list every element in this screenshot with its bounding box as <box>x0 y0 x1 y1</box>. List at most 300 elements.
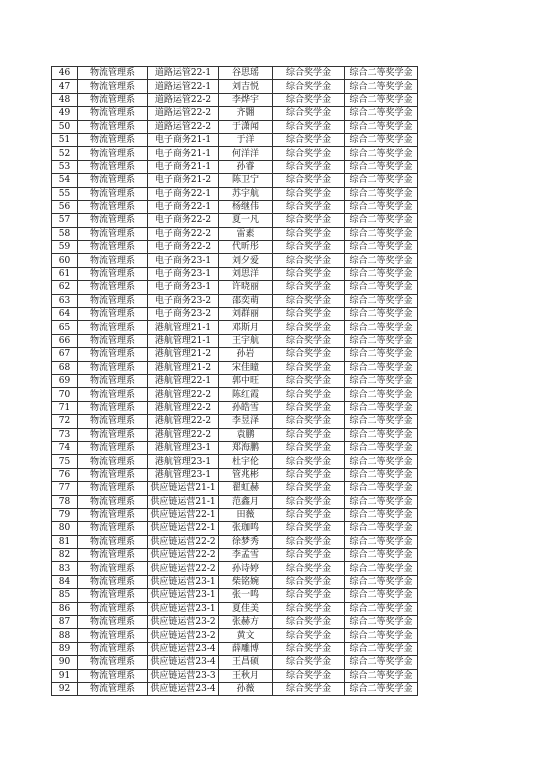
cell-student-name: 于潇闻 <box>219 120 273 133</box>
cell-award-type: 综合奖学金 <box>273 93 345 106</box>
table-row <box>52 642 418 655</box>
cell-student-name: 刘吉悦 <box>219 80 273 93</box>
cell-department: 物流管理系 <box>78 602 148 615</box>
cell-department: 物流管理系 <box>78 455 148 468</box>
cell-department: 物流管理系 <box>78 656 148 669</box>
cell-award-level: 综合二等奖学金 <box>345 214 418 227</box>
cell-award-level: 综合二等奖学金 <box>345 308 418 321</box>
cell-award-level: 综合二等奖学金 <box>345 401 418 414</box>
cell-class-name: 港航管理22-2 <box>148 401 219 414</box>
cell-row-number: 58 <box>52 227 78 240</box>
cell-row-number: 83 <box>52 562 78 575</box>
cell-student-name: 邵奕萌 <box>219 294 273 307</box>
cell-row-number: 86 <box>52 602 78 615</box>
cell-class-name: 供应链运营22-1 <box>148 522 219 535</box>
cell-award-level: 综合二等奖学金 <box>345 120 418 133</box>
cell-row-number: 72 <box>52 415 78 428</box>
cell-award-type: 综合奖学金 <box>273 495 345 508</box>
cell-award-level: 综合二等奖学金 <box>345 348 418 361</box>
cell-row-number: 64 <box>52 308 78 321</box>
cell-award-type: 综合奖学金 <box>273 281 345 294</box>
cell-department: 物流管理系 <box>78 80 148 93</box>
cell-award-level: 综合二等奖学金 <box>345 562 418 575</box>
table-row <box>52 93 418 106</box>
cell-row-number: 84 <box>52 575 78 588</box>
cell-award-level: 综合二等奖学金 <box>345 455 418 468</box>
cell-student-name: 薛雕博 <box>219 642 273 655</box>
cell-class-name: 电子商务22-2 <box>148 241 219 254</box>
cell-row-number: 82 <box>52 549 78 562</box>
cell-student-name: 张珈鸣 <box>219 522 273 535</box>
scholarship-table <box>51 66 418 696</box>
cell-class-name: 道路运管22-2 <box>148 93 219 106</box>
cell-class-name: 供应链运营23-4 <box>148 642 219 655</box>
cell-class-name: 港航管理22-1 <box>148 374 219 387</box>
cell-student-name: 王宇航 <box>219 334 273 347</box>
cell-class-name: 供应链运营23-3 <box>148 669 219 682</box>
table-row <box>52 441 418 454</box>
cell-award-type: 综合奖学金 <box>273 147 345 160</box>
cell-student-name: 于洋 <box>219 133 273 146</box>
cell-class-name: 电子商务22-1 <box>148 200 219 213</box>
cell-row-number: 90 <box>52 656 78 669</box>
cell-award-type: 综合奖学金 <box>273 80 345 93</box>
cell-class-name: 电子商务23-1 <box>148 281 219 294</box>
cell-class-name: 电子商务23-1 <box>148 267 219 280</box>
cell-award-type: 综合奖学金 <box>273 401 345 414</box>
cell-department: 物流管理系 <box>78 187 148 200</box>
cell-department: 物流管理系 <box>78 401 148 414</box>
cell-award-type: 综合奖学金 <box>273 415 345 428</box>
cell-class-name: 电子商务23-2 <box>148 294 219 307</box>
cell-award-type: 综合奖学金 <box>273 642 345 655</box>
cell-student-name: 翟虹赫 <box>219 482 273 495</box>
table-row <box>52 549 418 562</box>
table-row <box>52 160 418 173</box>
cell-award-type: 综合奖学金 <box>273 388 345 401</box>
cell-row-number: 87 <box>52 616 78 629</box>
cell-award-level: 综合二等奖学金 <box>345 174 418 187</box>
cell-class-name: 供应链运营23-1 <box>148 575 219 588</box>
cell-award-type: 综合奖学金 <box>273 682 345 695</box>
cell-department: 物流管理系 <box>78 321 148 334</box>
cell-student-name: 齐翾 <box>219 107 273 120</box>
cell-class-name: 供应链运营21-1 <box>148 495 219 508</box>
table-row <box>52 281 418 294</box>
cell-award-level: 综合二等奖学金 <box>345 642 418 655</box>
cell-department: 物流管理系 <box>78 214 148 227</box>
cell-row-number: 49 <box>52 107 78 120</box>
cell-student-name: 孙皓雪 <box>219 401 273 414</box>
table-row <box>52 67 418 80</box>
table-row <box>52 254 418 267</box>
cell-award-level: 综合二等奖学金 <box>345 589 418 602</box>
cell-class-name: 供应链运营21-1 <box>148 482 219 495</box>
cell-department: 物流管理系 <box>78 267 148 280</box>
cell-row-number: 59 <box>52 241 78 254</box>
table-row <box>52 669 418 682</box>
cell-award-type: 综合奖学金 <box>273 321 345 334</box>
table-row <box>52 227 418 240</box>
cell-row-number: 70 <box>52 388 78 401</box>
cell-class-name: 港航管理21-2 <box>148 348 219 361</box>
cell-class-name: 供应链运营22-2 <box>148 535 219 548</box>
cell-row-number: 48 <box>52 93 78 106</box>
cell-row-number: 66 <box>52 334 78 347</box>
cell-class-name: 道路运管22-2 <box>148 120 219 133</box>
table-row <box>52 575 418 588</box>
cell-row-number: 85 <box>52 589 78 602</box>
cell-student-name: 陈卫宁 <box>219 174 273 187</box>
cell-class-name: 港航管理22-2 <box>148 388 219 401</box>
cell-student-name: 黄文 <box>219 629 273 642</box>
cell-award-level: 综合二等奖学金 <box>345 415 418 428</box>
cell-award-type: 综合奖学金 <box>273 602 345 615</box>
cell-student-name: 柴铭婉 <box>219 575 273 588</box>
cell-student-name: 郭中旺 <box>219 374 273 387</box>
cell-department: 物流管理系 <box>78 562 148 575</box>
cell-award-type: 综合奖学金 <box>273 254 345 267</box>
cell-department: 物流管理系 <box>78 174 148 187</box>
cell-row-number: 46 <box>52 67 78 80</box>
cell-award-type: 综合奖学金 <box>273 629 345 642</box>
cell-award-level: 综合二等奖学金 <box>345 522 418 535</box>
cell-award-type: 综合奖学金 <box>273 616 345 629</box>
cell-row-number: 68 <box>52 361 78 374</box>
cell-class-name: 港航管理22-2 <box>148 415 219 428</box>
cell-department: 物流管理系 <box>78 160 148 173</box>
table-row <box>52 200 418 213</box>
table-row <box>52 468 418 481</box>
cell-department: 物流管理系 <box>78 629 148 642</box>
cell-award-level: 综合二等奖学金 <box>345 294 418 307</box>
cell-class-name: 道路运管22-2 <box>148 107 219 120</box>
table-row <box>52 522 418 535</box>
table-row <box>52 120 418 133</box>
cell-class-name: 道路运管22-1 <box>148 67 219 80</box>
cell-row-number: 52 <box>52 147 78 160</box>
cell-row-number: 55 <box>52 187 78 200</box>
cell-award-level: 综合二等奖学金 <box>345 133 418 146</box>
table-row <box>52 107 418 120</box>
cell-student-name: 李孟雪 <box>219 549 273 562</box>
table-row <box>52 602 418 615</box>
cell-department: 物流管理系 <box>78 441 148 454</box>
cell-student-name: 田薇 <box>219 508 273 521</box>
table-row <box>52 656 418 669</box>
cell-award-level: 综合二等奖学金 <box>345 187 418 200</box>
cell-student-name: 刘思洋 <box>219 267 273 280</box>
cell-department: 物流管理系 <box>78 575 148 588</box>
cell-row-number: 89 <box>52 642 78 655</box>
cell-class-name: 港航管理21-2 <box>148 361 219 374</box>
cell-class-name: 供应链运营22-2 <box>148 549 219 562</box>
table-row <box>52 455 418 468</box>
cell-student-name: 陈红霞 <box>219 388 273 401</box>
cell-row-number: 67 <box>52 348 78 361</box>
cell-row-number: 51 <box>52 133 78 146</box>
cell-department: 物流管理系 <box>78 334 148 347</box>
cell-student-name: 郑海鹏 <box>219 441 273 454</box>
cell-class-name: 供应链运营23-2 <box>148 629 219 642</box>
cell-row-number: 57 <box>52 214 78 227</box>
cell-class-name: 港航管理22-2 <box>148 428 219 441</box>
table-row <box>52 187 418 200</box>
cell-student-name: 张一鸣 <box>219 589 273 602</box>
cell-award-type: 综合奖学金 <box>273 455 345 468</box>
cell-award-level: 综合二等奖学金 <box>345 107 418 120</box>
cell-department: 物流管理系 <box>78 200 148 213</box>
cell-student-name: 刘群丽 <box>219 308 273 321</box>
cell-department: 物流管理系 <box>78 294 148 307</box>
cell-award-level: 综合二等奖学金 <box>345 468 418 481</box>
cell-award-level: 综合二等奖学金 <box>345 241 418 254</box>
table-row <box>52 294 418 307</box>
cell-award-type: 综合奖学金 <box>273 468 345 481</box>
cell-award-level: 综合二等奖学金 <box>345 321 418 334</box>
cell-department: 物流管理系 <box>78 107 148 120</box>
cell-award-level: 综合二等奖学金 <box>345 334 418 347</box>
cell-award-type: 综合奖学金 <box>273 267 345 280</box>
cell-student-name: 夏一凡 <box>219 214 273 227</box>
cell-row-number: 81 <box>52 535 78 548</box>
cell-row-number: 62 <box>52 281 78 294</box>
cell-department: 物流管理系 <box>78 428 148 441</box>
table-row <box>52 147 418 160</box>
cell-student-name: 刘夕爱 <box>219 254 273 267</box>
cell-row-number: 65 <box>52 321 78 334</box>
cell-student-name: 孙薇 <box>219 682 273 695</box>
table-row <box>52 428 418 441</box>
cell-student-name: 孙睿 <box>219 160 273 173</box>
cell-row-number: 63 <box>52 294 78 307</box>
cell-class-name: 电子商务21-2 <box>148 174 219 187</box>
cell-class-name: 供应链运营23-4 <box>148 682 219 695</box>
cell-award-level: 综合二等奖学金 <box>345 200 418 213</box>
table-row <box>52 321 418 334</box>
cell-row-number: 92 <box>52 682 78 695</box>
cell-award-type: 综合奖学金 <box>273 107 345 120</box>
table-row <box>52 415 418 428</box>
table-row <box>52 361 418 374</box>
cell-award-level: 综合二等奖学金 <box>345 508 418 521</box>
cell-department: 物流管理系 <box>78 93 148 106</box>
cell-department: 物流管理系 <box>78 281 148 294</box>
cell-row-number: 91 <box>52 669 78 682</box>
cell-class-name: 电子商务22-1 <box>148 187 219 200</box>
cell-award-type: 综合奖学金 <box>273 575 345 588</box>
cell-award-level: 综合二等奖学金 <box>345 602 418 615</box>
cell-row-number: 56 <box>52 200 78 213</box>
cell-award-type: 综合奖学金 <box>273 334 345 347</box>
cell-award-type: 综合奖学金 <box>273 522 345 535</box>
cell-award-type: 综合奖学金 <box>273 67 345 80</box>
cell-award-type: 综合奖学金 <box>273 187 345 200</box>
cell-student-name: 苏宇航 <box>219 187 273 200</box>
cell-award-level: 综合二等奖学金 <box>345 93 418 106</box>
cell-student-name: 王昌硕 <box>219 656 273 669</box>
cell-department: 物流管理系 <box>78 482 148 495</box>
cell-department: 物流管理系 <box>78 642 148 655</box>
cell-department: 物流管理系 <box>78 227 148 240</box>
table-row <box>52 495 418 508</box>
cell-award-level: 综合二等奖学金 <box>345 227 418 240</box>
table-row <box>52 308 418 321</box>
table-row <box>52 629 418 642</box>
cell-award-type: 综合奖学金 <box>273 482 345 495</box>
cell-row-number: 50 <box>52 120 78 133</box>
cell-student-name: 夏佳美 <box>219 602 273 615</box>
table-row <box>52 401 418 414</box>
cell-row-number: 61 <box>52 267 78 280</box>
cell-row-number: 78 <box>52 495 78 508</box>
cell-student-name: 宋佳瞳 <box>219 361 273 374</box>
cell-student-name: 杜宇伦 <box>219 455 273 468</box>
cell-class-name: 港航管理23-1 <box>148 455 219 468</box>
cell-department: 物流管理系 <box>78 308 148 321</box>
cell-student-name: 孙岩 <box>219 348 273 361</box>
cell-award-level: 综合二等奖学金 <box>345 374 418 387</box>
cell-department: 物流管理系 <box>78 120 148 133</box>
cell-department: 物流管理系 <box>78 589 148 602</box>
table-row <box>52 214 418 227</box>
cell-award-level: 综合二等奖学金 <box>345 629 418 642</box>
cell-award-type: 综合奖学金 <box>273 562 345 575</box>
cell-class-name: 港航管理21-1 <box>148 321 219 334</box>
cell-student-name: 杨继伟 <box>219 200 273 213</box>
cell-award-type: 综合奖学金 <box>273 308 345 321</box>
cell-department: 物流管理系 <box>78 348 148 361</box>
table-row <box>52 80 418 93</box>
cell-class-name: 电子商务22-2 <box>148 227 219 240</box>
cell-award-level: 综合二等奖学金 <box>345 361 418 374</box>
cell-student-name: 管兆彬 <box>219 468 273 481</box>
cell-award-type: 综合奖学金 <box>273 361 345 374</box>
table-row <box>52 133 418 146</box>
cell-student-name: 谷思瑶 <box>219 67 273 80</box>
cell-class-name: 电子商务23-1 <box>148 254 219 267</box>
cell-student-name: 许晓丽 <box>219 281 273 294</box>
cell-department: 物流管理系 <box>78 133 148 146</box>
cell-department: 物流管理系 <box>78 67 148 80</box>
table-row <box>52 241 418 254</box>
table-row <box>52 267 418 280</box>
cell-class-name: 道路运管22-1 <box>148 80 219 93</box>
cell-award-level: 综合二等奖学金 <box>345 160 418 173</box>
cell-student-name: 代昕彤 <box>219 241 273 254</box>
cell-award-type: 综合奖学金 <box>273 428 345 441</box>
cell-award-type: 综合奖学金 <box>273 348 345 361</box>
cell-award-type: 综合奖学金 <box>273 120 345 133</box>
cell-student-name: 雷素 <box>219 227 273 240</box>
cell-award-type: 综合奖学金 <box>273 374 345 387</box>
cell-award-level: 综合二等奖学金 <box>345 535 418 548</box>
cell-award-level: 综合二等奖学金 <box>345 495 418 508</box>
cell-class-name: 电子商务21-1 <box>148 160 219 173</box>
cell-row-number: 74 <box>52 441 78 454</box>
cell-award-level: 综合二等奖学金 <box>345 549 418 562</box>
cell-class-name: 供应链运营23-1 <box>148 589 219 602</box>
cell-student-name: 张赫方 <box>219 616 273 629</box>
table-row <box>52 334 418 347</box>
cell-class-name: 港航管理21-1 <box>148 334 219 347</box>
cell-student-name: 邓斯月 <box>219 321 273 334</box>
cell-class-name: 供应链运营22-1 <box>148 508 219 521</box>
cell-row-number: 53 <box>52 160 78 173</box>
table-body <box>52 67 418 696</box>
cell-award-level: 综合二等奖学金 <box>345 682 418 695</box>
cell-student-name: 范鑫月 <box>219 495 273 508</box>
cell-department: 物流管理系 <box>78 241 148 254</box>
cell-class-name: 电子商务21-1 <box>148 133 219 146</box>
cell-department: 物流管理系 <box>78 254 148 267</box>
cell-student-name: 李烨宇 <box>219 93 273 106</box>
cell-award-level: 综合二等奖学金 <box>345 441 418 454</box>
cell-award-type: 综合奖学金 <box>273 656 345 669</box>
cell-department: 物流管理系 <box>78 147 148 160</box>
cell-department: 物流管理系 <box>78 361 148 374</box>
cell-row-number: 60 <box>52 254 78 267</box>
table-row <box>52 535 418 548</box>
cell-award-level: 综合二等奖学金 <box>345 575 418 588</box>
cell-award-level: 综合二等奖学金 <box>345 267 418 280</box>
cell-class-name: 供应链运营23-2 <box>148 616 219 629</box>
cell-department: 物流管理系 <box>78 535 148 548</box>
cell-class-name: 供应链运营22-2 <box>148 562 219 575</box>
cell-class-name: 电子商务21-1 <box>148 147 219 160</box>
cell-student-name: 袁鹏 <box>219 428 273 441</box>
cell-row-number: 88 <box>52 629 78 642</box>
cell-department: 物流管理系 <box>78 522 148 535</box>
cell-award-type: 综合奖学金 <box>273 227 345 240</box>
cell-department: 物流管理系 <box>78 616 148 629</box>
cell-row-number: 54 <box>52 174 78 187</box>
cell-department: 物流管理系 <box>78 669 148 682</box>
cell-row-number: 77 <box>52 482 78 495</box>
cell-award-type: 综合奖学金 <box>273 241 345 254</box>
cell-award-level: 综合二等奖学金 <box>345 281 418 294</box>
cell-department: 物流管理系 <box>78 508 148 521</box>
cell-department: 物流管理系 <box>78 682 148 695</box>
cell-class-name: 港航管理23-1 <box>148 468 219 481</box>
table-row <box>52 508 418 521</box>
cell-award-type: 综合奖学金 <box>273 508 345 521</box>
cell-student-name: 孙诗婷 <box>219 562 273 575</box>
table-row <box>52 562 418 575</box>
table-row <box>52 374 418 387</box>
cell-row-number: 69 <box>52 374 78 387</box>
cell-award-type: 综合奖学金 <box>273 174 345 187</box>
cell-award-type: 综合奖学金 <box>273 133 345 146</box>
cell-award-level: 综合二等奖学金 <box>345 80 418 93</box>
cell-department: 物流管理系 <box>78 415 148 428</box>
cell-award-level: 综合二等奖学金 <box>345 428 418 441</box>
cell-student-name: 李昱泽 <box>219 415 273 428</box>
cell-department: 物流管理系 <box>78 468 148 481</box>
table-row <box>52 388 418 401</box>
cell-row-number: 79 <box>52 508 78 521</box>
cell-class-name: 供应链运营23-4 <box>148 656 219 669</box>
cell-award-type: 综合奖学金 <box>273 669 345 682</box>
cell-award-level: 综合二等奖学金 <box>345 147 418 160</box>
cell-class-name: 电子商务22-2 <box>148 214 219 227</box>
cell-award-level: 综合二等奖学金 <box>345 388 418 401</box>
cell-award-type: 综合奖学金 <box>273 589 345 602</box>
cell-award-type: 综合奖学金 <box>273 160 345 173</box>
cell-award-type: 综合奖学金 <box>273 200 345 213</box>
table-row <box>52 589 418 602</box>
cell-row-number: 73 <box>52 428 78 441</box>
